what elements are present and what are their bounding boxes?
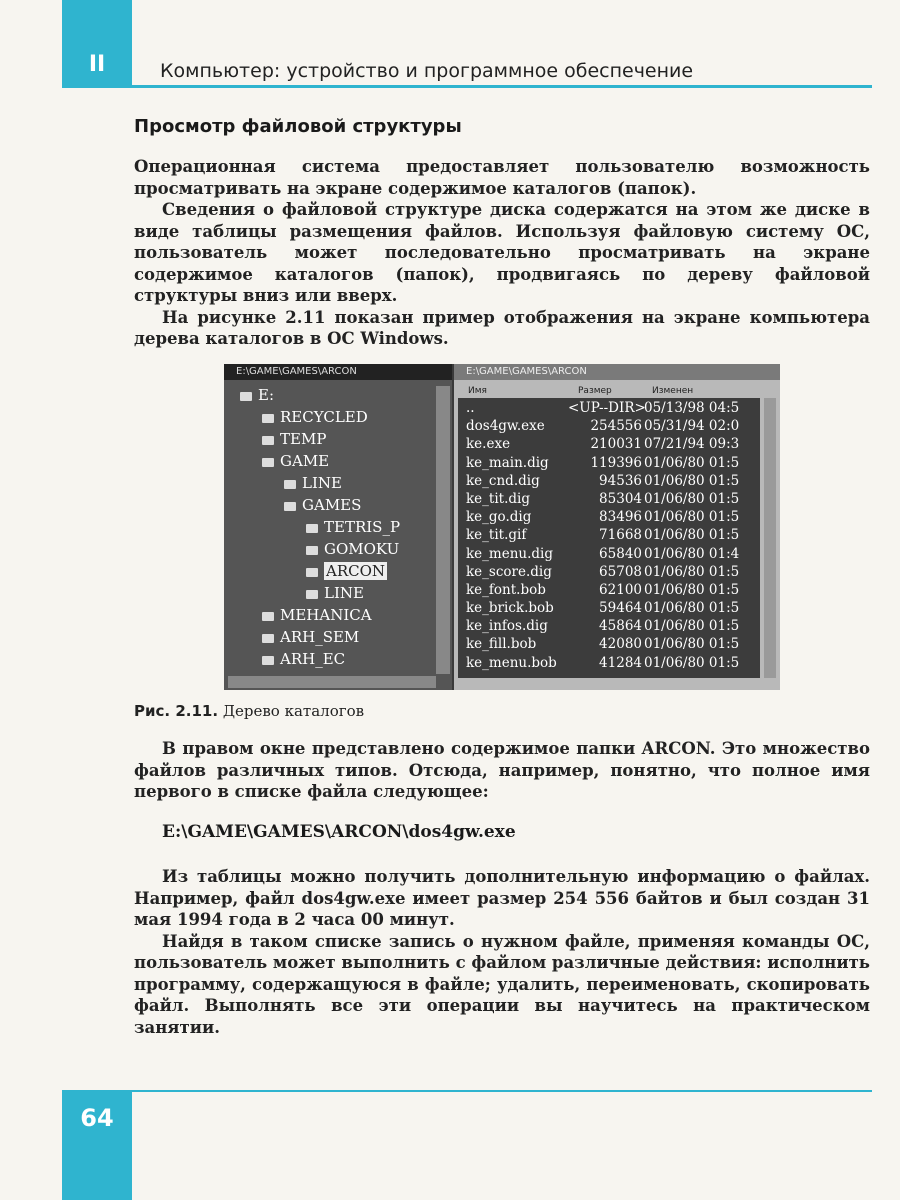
file-row[interactable] xyxy=(462,582,762,600)
tree-node-label: GAMES xyxy=(302,496,362,514)
file-size: 254556 xyxy=(590,418,642,435)
tree-node[interactable] xyxy=(262,606,372,624)
tree-node-label: LINE xyxy=(302,474,342,492)
file-modified: 01/06/80 01:5 xyxy=(644,636,740,653)
tree-node[interactable] xyxy=(306,562,387,580)
file-row[interactable] xyxy=(462,636,762,654)
tree-node-label: GOMOKU xyxy=(324,540,400,558)
file-name: ke_brick.bob xyxy=(466,600,554,617)
folder-icon xyxy=(284,480,296,489)
folder-icon xyxy=(262,414,274,423)
file-size: 71668 xyxy=(599,527,642,544)
path-example: E:\GAME\GAMES\ARCON\dos4gw.exe xyxy=(162,822,516,842)
folder-icon xyxy=(306,546,318,555)
file-size: 41284 xyxy=(599,654,642,671)
file-size: 65840 xyxy=(599,545,642,562)
tree-node[interactable] xyxy=(306,540,399,558)
file-size: 62100 xyxy=(599,581,642,598)
file-row[interactable] xyxy=(462,527,762,545)
caption-text: Дерево каталогов xyxy=(222,702,365,720)
folder-icon xyxy=(306,568,318,577)
file-size: 59464 xyxy=(599,600,642,617)
folder-icon xyxy=(306,590,318,599)
tree-node[interactable] xyxy=(284,474,342,492)
running-header: Компьютер: устройство и программное обеспечение xyxy=(160,60,694,82)
file-size: 65708 xyxy=(599,563,642,580)
text-block-bottom xyxy=(134,866,870,1038)
paragraph: Операционная система предоставляет пользователю возможность просматривать на экране содержимое каталогов (папок). xyxy=(134,157,870,198)
file-row[interactable] xyxy=(462,473,762,491)
file-name: ke_menu.dig xyxy=(466,545,553,562)
file-size: <UP--DIR> xyxy=(568,400,646,416)
file-modified: 01/06/80 01:5 xyxy=(644,490,740,507)
file-modified: 01/06/80 01:5 xyxy=(644,600,740,617)
tree-node[interactable] xyxy=(262,452,329,470)
tree-node-label: LINE xyxy=(324,584,364,602)
paragraph: На рисунке 2.11 показан пример отображения на экране компьютера дерева каталогов в ОС Windows. xyxy=(134,307,870,348)
file-name: ke_main.dig xyxy=(466,454,549,471)
column-modified[interactable]: Изменен xyxy=(652,386,694,396)
tree-node-label: E: xyxy=(258,386,275,404)
tree-horizontal-scrollbar[interactable] xyxy=(228,676,436,688)
folder-icon xyxy=(262,436,274,445)
file-modified: 05/31/94 02:0 xyxy=(644,418,740,435)
file-size: 83496 xyxy=(599,509,642,526)
file-size: 45864 xyxy=(599,618,642,635)
tree-node[interactable] xyxy=(262,650,345,668)
file-name: ke_tit.dig xyxy=(466,490,530,507)
tree-window xyxy=(224,364,452,690)
figure-directory-tree xyxy=(224,364,780,690)
file-modified: 01/06/80 01:5 xyxy=(644,454,740,471)
tree-vertical-scrollbar[interactable] xyxy=(436,386,450,674)
file-modified: 01/06/80 01:5 xyxy=(644,472,740,489)
file-name: ke_fill.bob xyxy=(466,636,537,653)
file-name: dos4gw.exe xyxy=(466,418,545,435)
file-window-title: E:\GAME\GAMES\ARCON xyxy=(454,364,780,380)
file-name: ke_score.dig xyxy=(466,563,552,580)
folder-icon xyxy=(284,502,296,511)
folder-icon xyxy=(262,458,274,467)
tree-node-label: TETRIS_P xyxy=(324,518,401,536)
file-row[interactable] xyxy=(462,400,762,418)
file-name: ke.exe xyxy=(466,436,511,453)
file-list-header xyxy=(462,386,762,398)
file-modified: 01/06/80 01:5 xyxy=(644,527,740,544)
column-size[interactable]: Размер xyxy=(578,386,612,396)
folder-icon xyxy=(262,612,274,621)
file-name: .. xyxy=(466,400,475,416)
folder-icon xyxy=(306,524,318,533)
tree-node-label: ARH_EC xyxy=(280,650,346,668)
tree-node-label: RECYCLED xyxy=(280,408,368,426)
paragraph: Из таблицы можно получить дополнительную информацию о файлах. Например, файл dos4gw.exe имеет размер 254 556 байтов и был создан 31 мая 1994 года в 2 часа 00 минут. xyxy=(134,867,870,929)
tree-node[interactable] xyxy=(240,386,274,404)
file-size: 85304 xyxy=(599,490,642,507)
directory-tree xyxy=(230,386,430,672)
tree-node-label: ARCON xyxy=(326,562,386,580)
folder-icon xyxy=(262,656,274,665)
tree-window-title: E:\GAME\GAMES\ARCON xyxy=(224,364,452,380)
file-size: 42080 xyxy=(599,636,642,653)
header-rule xyxy=(132,85,872,88)
file-row[interactable] xyxy=(462,418,762,436)
file-name: ke_tit.gif xyxy=(466,527,527,544)
file-size: 210031 xyxy=(590,436,642,453)
file-row[interactable] xyxy=(462,655,762,673)
file-row[interactable] xyxy=(462,564,762,582)
file-row[interactable] xyxy=(462,455,762,473)
paragraph: Сведения о файловой структуре диска содержатся на этом же диске в виде таблицы размещения файлов. Используя файловую систему ОС, пользователь может последовательно просматривать на экране содержимое каталогов (папок), продвигаясь по дереву файловой структуры вниз или вверх. xyxy=(134,200,870,305)
folder-icon xyxy=(240,392,252,401)
paragraph: В правом окне представлено содержимое папки ARCON. Это множество файлов различных типов. Отсюда, например, понятно, что полное имя первого в списке файла следующее: xyxy=(134,739,870,801)
text-block-mid xyxy=(134,738,870,803)
file-name: ke_go.dig xyxy=(466,509,532,526)
file-name: ke_menu.bob xyxy=(466,654,557,671)
figure-caption xyxy=(134,702,364,720)
file-name: ke_cnd.dig xyxy=(466,472,540,489)
section-title: Просмотр файловой структуры xyxy=(134,116,462,137)
file-modified: 01/06/80 01:5 xyxy=(644,581,740,598)
file-list-scrollbar[interactable] xyxy=(764,398,776,678)
chapter-number: II xyxy=(88,52,106,77)
file-size: 94536 xyxy=(599,472,642,489)
paragraph: Найдя в таком списке запись о нужном файле, применяя команды ОС, пользователь может выполнить с файлом различные действия: исполнить программу, содержащуюся в файле; удалить, переименовать, скопировать файл. Выполнять все эти операции вы научитесь на практическом занятии. xyxy=(134,931,870,1037)
file-row[interactable] xyxy=(462,436,762,454)
file-row[interactable] xyxy=(462,491,762,509)
page-number: 64 xyxy=(80,1104,114,1132)
file-modified: 01/06/80 01:5 xyxy=(644,509,740,526)
file-modified: 01/06/80 01:4 xyxy=(644,545,740,562)
file-row[interactable] xyxy=(462,600,762,618)
folder-icon xyxy=(262,634,274,643)
footer-rule xyxy=(132,1090,872,1092)
file-row[interactable] xyxy=(462,546,762,564)
tree-node[interactable] xyxy=(306,518,400,536)
file-modified: 01/06/80 01:5 xyxy=(644,563,740,580)
tree-node[interactable] xyxy=(262,628,359,646)
file-modified: 01/06/80 01:5 xyxy=(644,618,740,635)
tree-node[interactable] xyxy=(262,408,368,426)
file-list-window xyxy=(454,364,780,690)
file-modified: 07/21/94 09:3 xyxy=(644,436,740,453)
file-name: ke_font.bob xyxy=(466,581,546,598)
tree-node-label: TEMP xyxy=(280,430,327,448)
file-row[interactable] xyxy=(462,618,762,636)
file-modified: 05/13/98 04:5 xyxy=(644,400,740,416)
tree-node-label: ARH_SEM xyxy=(280,628,360,646)
tree-node-label: MEHANICA xyxy=(280,606,372,624)
column-name[interactable]: Имя xyxy=(468,386,487,396)
file-list xyxy=(462,400,762,673)
caption-label: Рис. 2.11. xyxy=(134,702,219,720)
tree-node-label: GAME xyxy=(280,452,330,470)
file-name: ke_infos.dig xyxy=(466,618,548,635)
text-block-top xyxy=(134,156,870,350)
tree-node[interactable] xyxy=(306,584,364,602)
file-row[interactable] xyxy=(462,509,762,527)
tree-node[interactable] xyxy=(284,496,361,514)
file-size: 119396 xyxy=(590,454,642,471)
file-modified: 01/06/80 01:5 xyxy=(644,654,740,671)
tree-node[interactable] xyxy=(262,430,326,448)
